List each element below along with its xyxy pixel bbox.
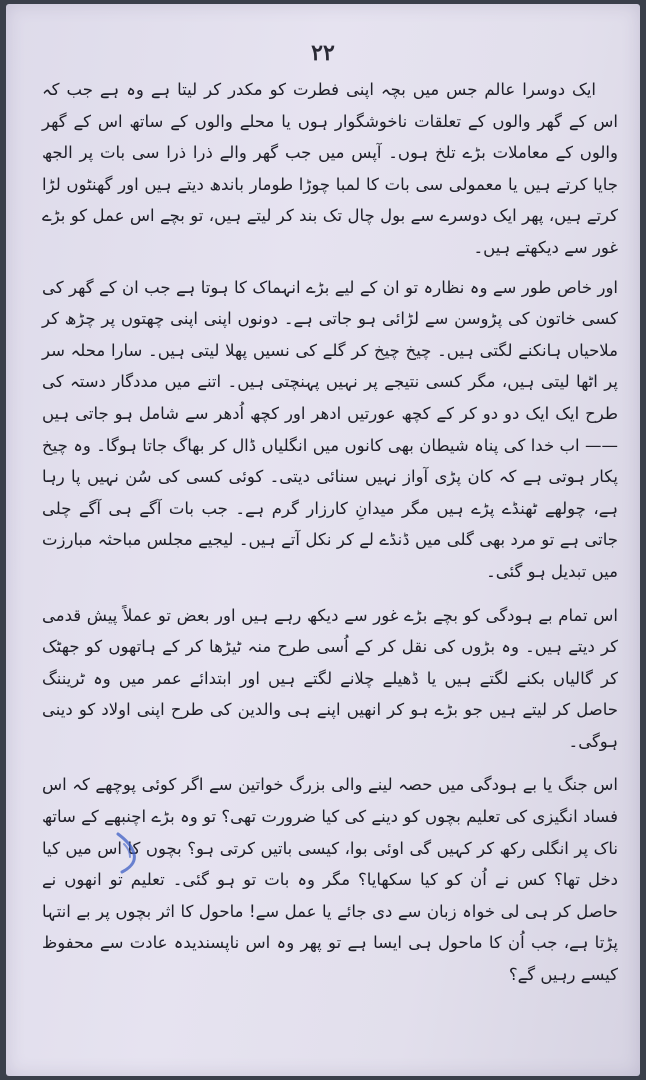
paragraph-4: اس جنگ یا بے ہودگی میں حصہ لینے والی بزرگ خواتین سے اگر کوئی پوچھے کہ اس فساد انگیزی کی تعلیم بچوں کو دینے کی کیا ضرورت تھی؟ تو وہ بڑے اچنبھے کے ساتھ ناک پر انگلی رکھ کر کہیں گی اوئی بوا، کیسی باتیں کرتی ہو؟ بچوں کا اس میں کیا دخل تھا؟ کس نے اُن کو کیا سکھایا؟ مگر وہ بات تو ہو گئی۔ تعلیم تو انھوں نے حاصل کر ہی لی خواہ زبان سے دی جائے یا عمل سے! ماحول کا اثر بچوں پر بے انتہا پڑتا ہے، جب اُن کا ماحول ہی ایسا ہے تو پھر وہ اس ناپسندیدہ عادت سے محفوظ کیسے رہیں گے؟ bbox=[42, 775, 618, 985]
body-text bbox=[42, 74, 618, 999]
paragraph-1: ایک دوسرا عالم جس میں بچہ اپنی فطرت کو مکدر کر لیتا ہے وہ ہے جب کہ اس کے گھر والوں کے تعلقات ناخوشگوار ہوں یا محلے والوں کے ساتھ اس کے گھر والوں کے معاملات بڑے تلخ ہوں۔ آپس میں جب گھر والے ذرا ذرا سی بات پر الجھ جایا کرتے ہیں یا معمولی سی بات کا لمبا چوڑا طومار باندھ دیتے ہیں اور گھنٹوں لڑا کرتے ہیں، پھر ایک دوسرے سے بول چال تک بند کر لیتے ہیں، تو بچے اس عمل کو بڑے غور سے دیکھتے ہیں۔ bbox=[42, 80, 618, 257]
paragraph-3: اس تمام بے ہودگی کو بچے بڑے غور سے دیکھ رہے ہیں اور بعض تو عملاً پیش قدمی کر دیتے ہیں۔ وہ بڑوں کی نقل کر کے اُسی طرح منہ ٹیڑھا کر کے ہاتھوں کو جھٹک کر گالیاں بکنے لگتے ہیں یا ڈھیلے چلانے لگتے ہیں اور ابتدائے عمر میں وہ ٹریننگ حاصل کر لیتے ہیں جو بڑے ہو کر انھیں اپنے ہی والدین کی طرح اپنی اولاد کو دینی ہوگی۔ bbox=[42, 605, 618, 751]
book-page bbox=[6, 4, 640, 1076]
paragraph-2: اور خاص طور سے وہ نظارہ تو ان کے لیے بڑے انہماک کا ہوتا ہے جب ان کے گھر کی کسی خاتون کی پڑوسن سے لڑائی ہو جاتی ہے۔ دونوں اپنی اپنی چھتوں پر چڑھ کر ملاحیاں ہانکنے لگتی ہیں۔ چیخ چیخ کر گلے کی نسیں پھلا لیتی ہیں۔ سارا محلہ سر پر اٹھا لیتی ہیں، مگر کسی نتیجے پر نہیں پہنچتی ہیں۔ اتنے میں مددگار دستہ کی طرح ایک ایک دو دو کر کے کچھ عورتیں ادھر اور کچھ اُدھر سے شامل ہو جاتی ہیں —— اب خدا کی پناہ شیطان بھی کانوں میں انگلیاں ڈال کر بھاگ جاتا ہوگا۔ وہ چیخ پکار ہوتی ہے کہ کان پڑی آواز نہیں سنائی دیتی۔ کوئی کسی کی سُن نہیں پا رہا ہے، چولھے ٹھنڈے پڑے ہیں مگر میدانِ کارزار گرم ہے۔ جب بات آگے ہی آگے چلی جاتی ہے تو مرد بھی گلی میں ڈنڈے لے کر نکل آتے ہیں۔ لیجیے مجلس مباحثہ مبارزت میں تبدیل ہو گئی۔ bbox=[42, 277, 618, 581]
page-number: ۲۲ bbox=[311, 40, 335, 66]
